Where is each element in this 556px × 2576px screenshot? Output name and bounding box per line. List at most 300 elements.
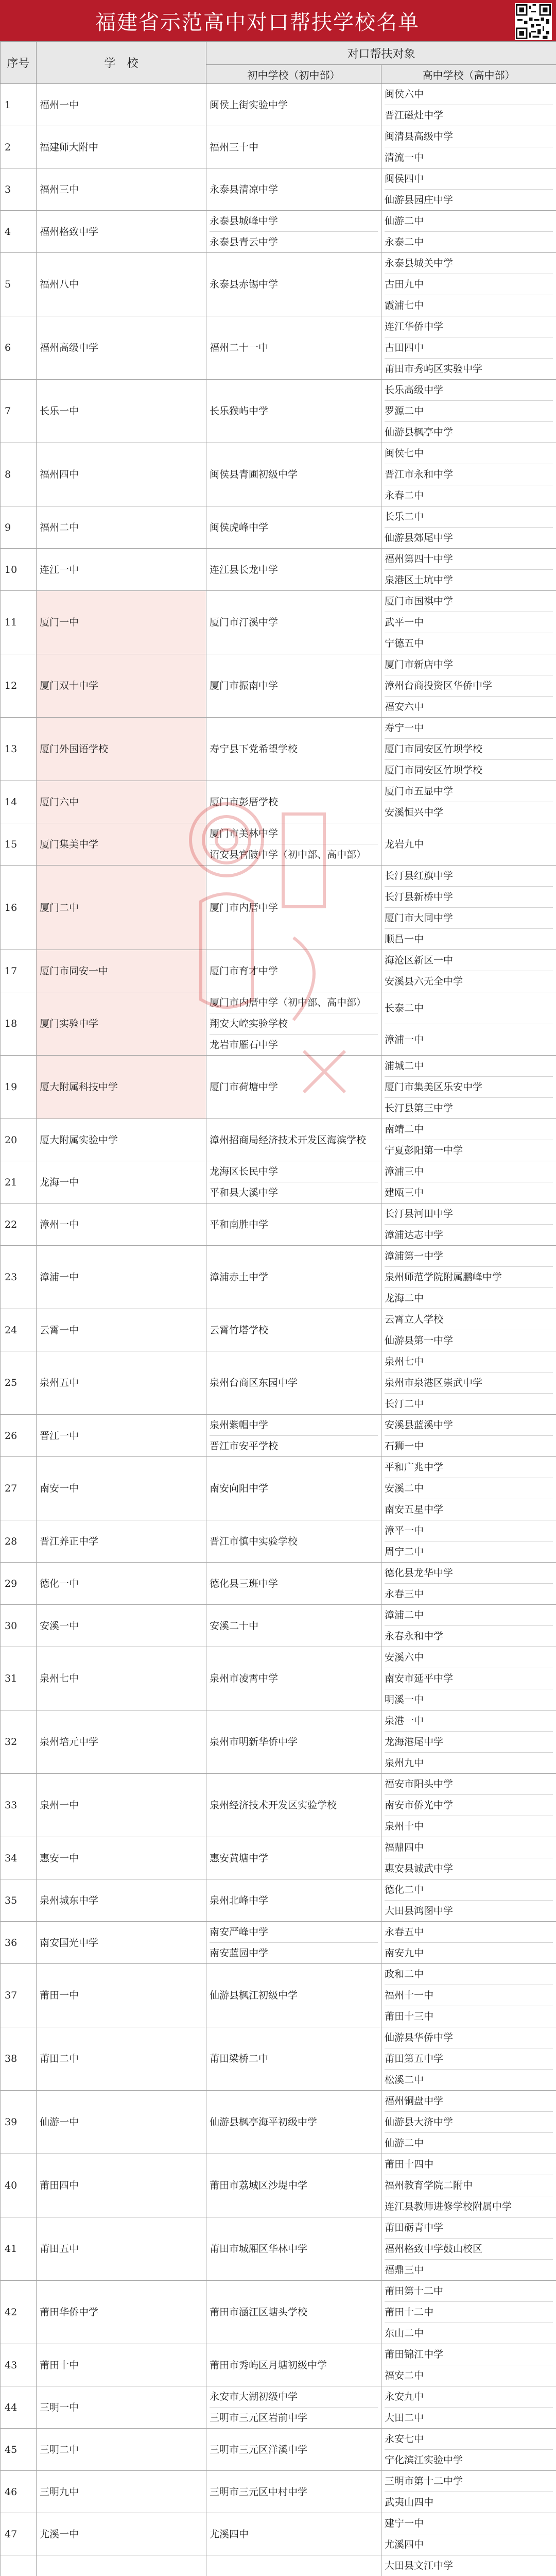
senior-school: 漳浦三中 (385, 1161, 553, 1182)
senior-school: 漳浦达志中学 (385, 1229, 444, 1241)
school-name: 漳州一中 (37, 1204, 206, 1246)
row-number: 26 (1, 1415, 37, 1457)
row-number: 25 (1, 1351, 37, 1415)
row-number: 5 (1, 253, 37, 316)
row-number: 18 (1, 992, 37, 1056)
senior-school: 德化县龙华中学 (385, 1563, 553, 1584)
table-row (1, 380, 556, 443)
senior-school: 厦门市新店中学 (385, 654, 553, 675)
table-row (1, 2154, 556, 2217)
junior-cell (206, 1161, 381, 1204)
senior-cell (381, 1415, 556, 1457)
school-name: 厦门外国语学校 (37, 718, 206, 781)
table-row (1, 2429, 556, 2471)
senior-cell (381, 2281, 556, 2344)
senior-school: 福州格致中学鼓山校区 (385, 2239, 553, 2260)
junior-school: 三明市三元区中村中学 (210, 2486, 308, 2498)
senior-school: 厦门市五显中学 (385, 781, 553, 802)
table-row (1, 950, 556, 992)
senior-school: 漳平一中 (385, 1520, 553, 1541)
junior-school: 莆田市涵江区塘头学校 (210, 2307, 308, 2318)
senior-school: 厦门市国祺中学 (385, 591, 553, 612)
senior-school: 宁夏彭阳第一中学 (385, 1145, 463, 1156)
school-name: 晋江养正中学 (37, 1520, 206, 1563)
senior-school: 福州第四十中学 (385, 549, 553, 570)
school-name: 泉州五中 (37, 1351, 206, 1415)
table-row (1, 1520, 556, 1563)
senior-school: 福州教育学院二附中 (385, 2175, 553, 2196)
junior-school: 长乐猴屿中学 (210, 405, 269, 417)
junior-cell (206, 950, 381, 992)
senior-school: 海沧区新区一中 (385, 950, 553, 971)
senior-school: 永春二中 (385, 490, 424, 501)
senior-school: 尤溪四中 (385, 2539, 424, 2550)
senior-school: 松溪二中 (385, 2074, 424, 2086)
senior-school: 平和广兆中学 (385, 1457, 553, 1478)
senior-school: 古田四中 (385, 337, 553, 359)
school-name: 厦门双十中学 (37, 654, 206, 718)
senior-school: 漳浦第一中学 (385, 1246, 553, 1267)
senior-school: 连江华侨中学 (385, 316, 553, 337)
senior-school: 仙游县郊尾中学 (385, 532, 454, 544)
header-junior: 初中学校（初中部） (206, 65, 381, 84)
senior-school: 厦门市大同中学 (385, 908, 553, 929)
senior-school: 永安七中 (385, 2429, 553, 2450)
table-row (1, 1309, 556, 1351)
school-name: 厦门一中 (37, 591, 206, 654)
table-row (1, 168, 556, 211)
school-name: 云霄一中 (37, 1309, 206, 1351)
table-row (1, 2091, 556, 2154)
senior-school: 福安二中 (385, 2370, 424, 2381)
school-name: 三明二中 (37, 2429, 206, 2471)
senior-school: 大田二中 (385, 2412, 424, 2424)
senior-cell (381, 126, 556, 168)
senior-school: 龙海港尾中学 (385, 1732, 553, 1753)
row-number: 17 (1, 950, 37, 992)
school-name: 南安国光中学 (37, 1922, 206, 1964)
senior-school: 大田县鸿图中学 (385, 1905, 454, 1917)
junior-cell (206, 1710, 381, 1774)
junior-cell (206, 1964, 381, 2027)
senior-school: 泉港一中 (385, 1710, 553, 1732)
row-number: 27 (1, 1457, 37, 1520)
junior-cell (206, 1605, 381, 1647)
junior-school: 云霄竹塔学校 (210, 1324, 269, 1336)
junior-cell (206, 1056, 381, 1119)
junior-school: 南安向阳中学 (210, 1483, 269, 1494)
junior-school: 仙游县枫亭海平初级中学 (210, 2116, 318, 2128)
junior-school: 德化县三班中学 (210, 1578, 279, 1589)
junior-cell (206, 718, 381, 781)
junior-school: 厦门市振南中学 (210, 680, 279, 691)
senior-school: 安溪县六无全中学 (385, 976, 463, 987)
school-name: 三明九中 (37, 2471, 206, 2513)
senior-school: 南安九中 (385, 1947, 424, 1959)
table-row (1, 1837, 556, 1879)
senior-school: 南靖二中 (385, 1119, 553, 1140)
junior-cell (206, 1520, 381, 1563)
senior-school: 仙游县大济中学 (385, 2112, 553, 2133)
senior-school: 厦门市同安区竹坝学校 (385, 765, 483, 776)
senior-cell (381, 781, 556, 823)
table-row (1, 2513, 556, 2555)
senior-school: 建宁一中 (385, 2513, 553, 2534)
senior-school: 仙游县第一中学 (385, 1335, 454, 1346)
school-name: 泉州城东中学 (37, 1879, 206, 1922)
senior-cell (381, 380, 556, 443)
junior-school: 福州二十一中 (210, 342, 269, 353)
row-number: 32 (1, 1710, 37, 1774)
school-name: 福州高级中学 (37, 316, 206, 380)
senior-school: 永春永和中学 (385, 1631, 444, 1642)
row-number (1, 2555, 37, 2576)
junior-cell (206, 84, 381, 126)
table-row (1, 1563, 556, 1605)
senior-cell (381, 866, 556, 950)
senior-cell (381, 1204, 556, 1246)
table-row (1, 1415, 556, 1457)
school-name: 福州二中 (37, 506, 206, 549)
senior-school: 长乐高级中学 (385, 380, 553, 401)
senior-school: 顺昌一中 (385, 934, 424, 945)
senior-school: 泉州十中 (385, 1821, 424, 1832)
row-number: 44 (1, 2386, 37, 2429)
senior-school: 惠安县诚武中学 (385, 1863, 454, 1874)
senior-school: 永春三中 (385, 1588, 424, 1600)
senior-school: 三明市第十二中学 (385, 2471, 553, 2492)
school-name: 莆田一中 (37, 1964, 206, 2027)
senior-cell (381, 2154, 556, 2217)
senior-school: 宁化滨江实验中学 (385, 2454, 463, 2466)
school-name: 福建师大附中 (37, 126, 206, 168)
senior-school: 龙海二中 (385, 1293, 424, 1304)
senior-school: 晋江市永和中学 (385, 464, 553, 485)
senior-school: 长汀县第三中学 (385, 1103, 454, 1114)
table-body (1, 84, 556, 2576)
row-number: 30 (1, 1605, 37, 1647)
senior-school: 武平一中 (385, 612, 553, 633)
school-name: 厦门市同安一中 (37, 950, 206, 992)
senior-cell (381, 1161, 556, 1204)
senior-school: 闽清县高级中学 (385, 126, 553, 147)
senior-cell (381, 2217, 556, 2281)
row-number: 39 (1, 2091, 37, 2154)
row-number: 15 (1, 823, 37, 866)
senior-cell (381, 1922, 556, 1964)
junior-school: 永泰县赤锡中学 (210, 279, 279, 290)
school-name: 连江一中 (37, 549, 206, 591)
row-number: 11 (1, 591, 37, 654)
senior-cell (381, 549, 556, 591)
senior-school: 莆田十三中 (385, 2011, 434, 2022)
row-number: 23 (1, 1246, 37, 1309)
title-banner (0, 0, 556, 41)
senior-cell (381, 1119, 556, 1161)
senior-cell (381, 2386, 556, 2429)
junior-school: 尤溪四中 (210, 2528, 249, 2540)
senior-school: 福安市阳头中学 (385, 1774, 553, 1795)
senior-school: 福鼎三中 (385, 2264, 424, 2276)
senior-school: 泉港区土坑中学 (385, 574, 454, 586)
table-row (1, 2281, 556, 2344)
school-name: 尤溪一中 (37, 2513, 206, 2555)
header-school: 学 校 (37, 42, 206, 84)
row-number: 42 (1, 2281, 37, 2344)
senior-school: 永安九中 (385, 2386, 553, 2408)
row-number: 41 (1, 2217, 37, 2281)
row-number: 38 (1, 2027, 37, 2091)
row-number: 40 (1, 2154, 37, 2217)
table-row (1, 1964, 556, 2027)
senior-cell (381, 1647, 556, 1710)
row-number: 28 (1, 1520, 37, 1563)
row-number: 34 (1, 1837, 37, 1879)
senior-school: 莆田十四中 (385, 2154, 553, 2175)
senior-school: 霞浦七中 (385, 300, 424, 311)
junior-cell (206, 654, 381, 718)
table-row (1, 1119, 556, 1161)
junior-cell (206, 1837, 381, 1879)
school-name: 泉州培元中学 (37, 1710, 206, 1774)
table-row (1, 718, 556, 781)
school-name: 长乐一中 (37, 380, 206, 443)
junior-school: 厦门市内厝中学 (210, 902, 279, 913)
row-number: 46 (1, 2471, 37, 2513)
junior-school: 泉州台商区东园中学 (210, 1377, 298, 1388)
senior-school: 宁德五中 (385, 638, 424, 649)
junior-school: 莆田梁桥二中 (210, 2053, 269, 2064)
table-row (1, 992, 556, 1056)
junior-cell (206, 1922, 381, 1964)
senior-school: 浦城二中 (385, 1056, 553, 1077)
junior-cell (206, 823, 381, 866)
junior-cell (206, 1119, 381, 1161)
senior-school: 闽侯七中 (385, 443, 553, 464)
table-row (1, 1605, 556, 1647)
senior-cell (381, 211, 556, 253)
junior-cell (206, 1647, 381, 1710)
table-row (1, 781, 556, 823)
senior-cell (381, 1605, 556, 1647)
junior-school: 寿宁县下党希望学校 (210, 743, 298, 755)
senior-school: 长乐二中 (385, 506, 553, 528)
table-row (1, 2217, 556, 2281)
senior-school: 仙游县华侨中学 (385, 2027, 553, 2048)
table-row (1, 2027, 556, 2091)
junior-school: 厦门市内厝中学（初中部、高中部） (210, 992, 378, 1013)
junior-school: 漳浦赤土中学 (210, 1272, 269, 1283)
senior-cell (381, 1964, 556, 2027)
table-row (1, 866, 556, 950)
senior-school: 古田九中 (385, 274, 553, 295)
row-number: 19 (1, 1056, 37, 1119)
senior-school: 长泰二中 (385, 993, 553, 1024)
row-number: 21 (1, 1161, 37, 1204)
junior-school: 厦门市美林中学 (210, 823, 378, 844)
junior-school: 永泰县青云中学 (210, 236, 279, 248)
junior-school: 厦门市汀溪中学 (210, 617, 279, 628)
senior-cell (381, 1774, 556, 1837)
junior-cell (206, 781, 381, 823)
school-name: 南安一中 (37, 1457, 206, 1520)
table-row (1, 126, 556, 168)
junior-cell (206, 549, 381, 591)
table-row (1, 1351, 556, 1415)
senior-cell (381, 443, 556, 506)
senior-school: 闽侯六中 (385, 84, 553, 105)
school-name: 三明一中 (37, 2386, 206, 2429)
table-row (1, 1922, 556, 1964)
junior-cell (206, 380, 381, 443)
senior-cell (381, 506, 556, 549)
school-name: 厦门六中 (37, 781, 206, 823)
senior-cell (381, 1520, 556, 1563)
senior-school: 莆田第五中学 (385, 2048, 553, 2070)
senior-school: 永泰二中 (385, 236, 424, 248)
table-row (1, 823, 556, 866)
senior-school: 莆田第十二中 (385, 2281, 553, 2302)
junior-cell (206, 126, 381, 168)
junior-cell (206, 1246, 381, 1309)
table-row (1, 1161, 556, 1204)
junior-school: 厦门市育才中学 (210, 965, 279, 977)
junior-school: 永泰县清凉中学 (210, 183, 279, 195)
senior-school: 莆田砺青中学 (385, 2217, 553, 2239)
senior-cell (381, 718, 556, 781)
junior-cell (206, 2555, 381, 2576)
senior-school: 仙游二中 (385, 211, 553, 232)
table-row (1, 211, 556, 253)
senior-cell (381, 1246, 556, 1309)
row-number: 31 (1, 1647, 37, 1710)
senior-cell (381, 591, 556, 654)
senior-school: 福州铜盘中学 (385, 2091, 553, 2112)
junior-school: 莆田市秀屿区月塘初级中学 (210, 2359, 327, 2371)
junior-school: 三明市三元区洋溪中学 (210, 2444, 308, 2455)
junior-cell (206, 1774, 381, 1837)
junior-school: 龙海区长民中学 (210, 1161, 378, 1182)
row-number: 36 (1, 1922, 37, 1964)
senior-school: 云霄立人学校 (385, 1309, 553, 1330)
junior-cell (206, 2471, 381, 2513)
junior-cell (206, 1879, 381, 1922)
senior-school: 连江县教师进修学校附属中学 (385, 2201, 512, 2212)
junior-cell (206, 316, 381, 380)
school-name: 厦大附属实验中学 (37, 1119, 206, 1161)
junior-school: 永泰县城峰中学 (210, 211, 378, 232)
junior-school: 厦门市荷塘中学 (210, 1081, 279, 1093)
senior-school: 安溪县蓝溪中学 (385, 1415, 553, 1436)
school-name: 厦大附属科技中学 (37, 1056, 206, 1119)
header-target: 对口帮扶对象 (206, 42, 556, 65)
table-row (1, 1204, 556, 1246)
junior-school: 泉州紫帽中学 (210, 1415, 378, 1436)
junior-school: 翔安大崆实验学校 (210, 1013, 378, 1035)
junior-cell (206, 168, 381, 211)
senior-school: 漳州台商投资区华侨中学 (385, 675, 553, 697)
row-number: 12 (1, 654, 37, 718)
junior-school: 泉州经济技术开发区实验学校 (210, 1800, 337, 1811)
junior-cell (206, 2513, 381, 2555)
table-row (1, 506, 556, 549)
senior-cell (381, 1351, 556, 1415)
senior-cell (381, 1710, 556, 1774)
senior-school: 漳浦二中 (385, 1605, 553, 1626)
senior-cell (381, 1879, 556, 1922)
row-number: 4 (1, 211, 37, 253)
junior-cell (206, 866, 381, 950)
junior-school: 安溪二十中 (210, 1620, 259, 1632)
senior-school: 安溪六中 (385, 1647, 553, 1668)
senior-school: 寿宁一中 (385, 718, 553, 739)
senior-school: 福安六中 (385, 701, 424, 713)
senior-school: 建瓯三中 (385, 1187, 424, 1198)
row-number: 7 (1, 380, 37, 443)
senior-school: 周宁二中 (385, 1546, 424, 1557)
junior-school: 诏安县官陂中学（初中部、高中部） (210, 849, 367, 860)
school-name: 晋江一中 (37, 1415, 206, 1457)
junior-cell (206, 443, 381, 506)
senior-school: 德化二中 (385, 1879, 553, 1901)
junior-school: 闽侯县青圃初级中学 (210, 469, 298, 480)
row-number: 8 (1, 443, 37, 506)
junior-cell (206, 2091, 381, 2154)
junior-school: 连江县长龙中学 (210, 564, 279, 575)
senior-cell (381, 1563, 556, 1605)
row-number: 35 (1, 1879, 37, 1922)
senior-cell (381, 168, 556, 211)
senior-school: 明溪一中 (385, 1694, 424, 1705)
junior-cell (206, 1204, 381, 1246)
senior-school: 政和二中 (385, 1964, 553, 1985)
junior-school: 泉州北峰中学 (210, 1894, 269, 1906)
row-number: 43 (1, 2344, 37, 2386)
junior-school: 晋江市慎中实验学校 (210, 1535, 298, 1547)
senior-cell (381, 950, 556, 992)
row-number: 2 (1, 126, 37, 168)
table-row (1, 1879, 556, 1922)
junior-school: 永安市大湖初级中学 (210, 2386, 378, 2408)
row-number: 9 (1, 506, 37, 549)
senior-cell (381, 253, 556, 316)
junior-cell (206, 1351, 381, 1415)
senior-school: 清流一中 (385, 152, 424, 163)
table-row (1, 1710, 556, 1774)
senior-cell (381, 992, 556, 1056)
school-name: 福州一中 (37, 84, 206, 126)
table-row (1, 443, 556, 506)
row-number: 24 (1, 1309, 37, 1351)
row-number: 29 (1, 1563, 37, 1605)
school-name: 厦门集美中学 (37, 823, 206, 866)
senior-school: 南安市侨光中学 (385, 1795, 553, 1816)
table-row (1, 654, 556, 718)
junior-school: 平和县大溪中学 (210, 1187, 279, 1198)
junior-cell (206, 591, 381, 654)
junior-school: 泉州市凌霄中学 (210, 1673, 279, 1684)
junior-cell (206, 2154, 381, 2217)
junior-school: 晋江市安平学校 (210, 1440, 279, 1452)
senior-school: 龙岩九中 (385, 838, 424, 850)
junior-cell (206, 2429, 381, 2471)
senior-cell (381, 823, 556, 866)
senior-school: 永泰县城关中学 (385, 253, 553, 274)
table-row (1, 1774, 556, 1837)
junior-school: 南安严峰中学 (210, 1922, 378, 1943)
junior-cell (206, 211, 381, 253)
senior-school: 石狮一中 (385, 1440, 424, 1452)
